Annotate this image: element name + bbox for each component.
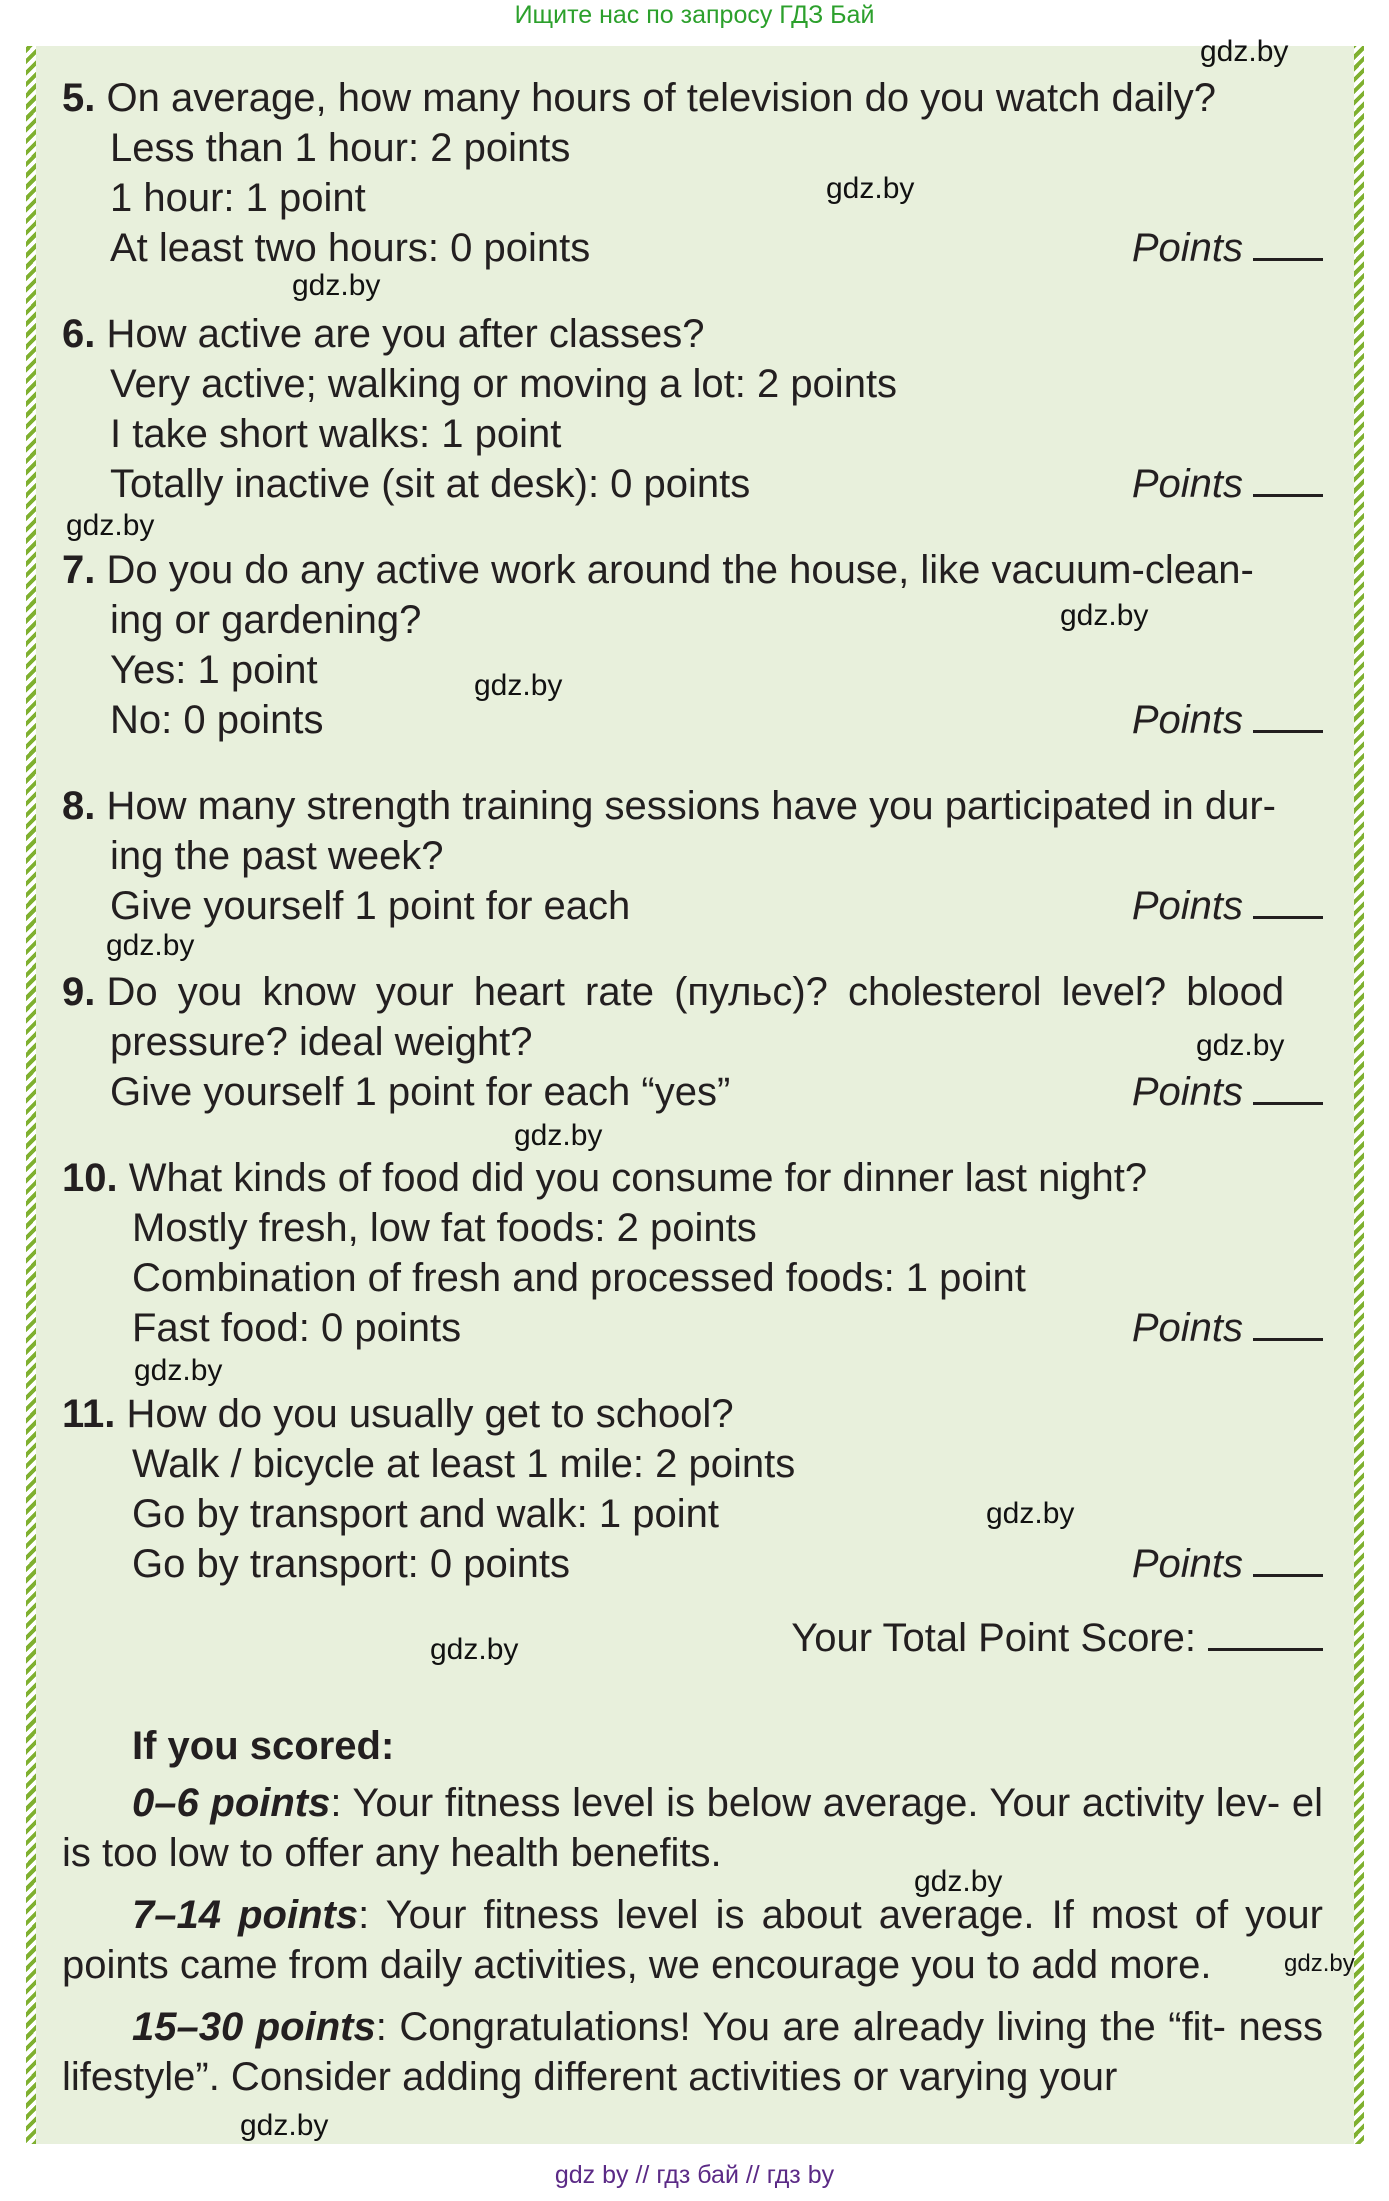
watermark: gdz.by [914,1865,1003,1898]
result-text: : Your fitness level is about average. If most of your points came from daily activities, we encourage you to add more. [62,1893,1323,1987]
option: No: 0 points [110,698,324,742]
question-9 [62,968,1284,1016]
option: Mostly fresh, low fat foods: 2 points [132,1206,757,1250]
points-blank[interactable] [1253,1308,1323,1341]
watermark: gdz.by [292,269,381,302]
watermark: gdz.by [1284,1950,1355,1977]
question-text-cont: pressure? ideal weight? [110,1020,533,1064]
result-text: : Congratulations! You are already living the “fit- ness lifestyle”. Consider adding different activities or varying your [62,2005,1324,2099]
points-label: Points [1131,462,1243,506]
question-8 [62,782,1276,830]
result-range: 7–14 points [132,1893,359,1937]
option: Yes: 1 point [110,648,318,692]
watermark: gdz.by [1196,1029,1285,1062]
question-text: Do you do any active work around the house, like vacuum-clean- [106,548,1254,592]
option: At least two hours: 0 points [110,226,591,270]
option: Combination of fresh and processed foods: 1 point [132,1256,1026,1300]
question-number: 9. [62,970,96,1014]
points-blank[interactable] [1253,1072,1323,1105]
question-number: 7. [62,548,96,592]
question-number: 8. [62,784,96,828]
result-15-30 [62,2002,1323,2102]
result-range: 15–30 points [132,2005,376,2049]
question-11 [62,1390,734,1438]
result-7-14 [62,1890,1323,1990]
result-text: : Your fitness level is below average. Your activity lev- el is too low to offer any health benefits. [62,1781,1323,1875]
points-label: Points [1131,1070,1243,1114]
points-blank[interactable] [1253,1544,1323,1577]
question-7 [62,546,1254,594]
watermark: gdz.by [514,1119,603,1152]
watermark: gdz.by [430,1633,519,1666]
points-label: Points [1131,226,1243,270]
total-blank[interactable] [1208,1618,1323,1651]
option: Go by transport and walk: 1 point [132,1492,719,1536]
points-field[interactable] [1132,224,1323,272]
watermark: gdz.by [826,172,915,205]
points-blank[interactable] [1253,464,1323,497]
total-label: Your Total Point Score: [791,1616,1196,1660]
watermark: gdz.by [66,509,155,542]
points-blank[interactable] [1253,700,1323,733]
question-number: 5. [62,76,96,120]
watermark: gdz.by [986,1497,1075,1530]
watermark: gdz.by [240,2109,329,2142]
question-number: 10. [62,1156,118,1200]
points-label: Points [1131,1306,1243,1350]
question-text: What kinds of food did you consume for dinner last night? [128,1156,1148,1200]
question-text-cont: ing or gardening? [110,598,422,642]
option: Give yourself 1 point for each [110,884,631,928]
option: Give yourself 1 point for each “yes” [110,1070,731,1114]
total-score-field[interactable] [791,1614,1323,1662]
option: Fast food: 0 points [132,1306,462,1350]
points-field[interactable] [1132,460,1323,508]
top-banner[interactable]: Ищите нас по запросу ГДЗ Бай [514,1,875,29]
points-label: Points [1131,698,1243,742]
question-text: How do you usually get to school? [126,1392,734,1436]
question-number: 6. [62,312,96,356]
question-5 [62,74,1216,122]
watermark: gdz.by [1060,599,1149,632]
option: Totally inactive (sit at desk): 0 points [110,462,751,506]
points-field[interactable] [1132,1540,1323,1588]
points-field[interactable] [1132,1304,1323,1352]
points-field[interactable] [1132,696,1323,744]
question-text: How active are you after classes? [106,312,705,356]
question-text-cont: ing the past week? [110,834,444,878]
question-text: How many strength training sessions have you participated in dur- [106,784,1276,828]
question-text: Do you know your heart rate (пульс)? cholesterol level? blood [106,970,1285,1014]
points-field[interactable] [1132,882,1323,930]
result-0-6 [62,1778,1323,1878]
points-label: Points [1131,1542,1243,1586]
question-text: On average, how many hours of television do you watch daily? [106,76,1216,120]
footer-links[interactable]: gdz by // гдз бай // гдз by [554,2161,835,2189]
points-blank[interactable] [1253,228,1323,261]
watermark: gdz.by [134,1354,223,1387]
question-10 [62,1154,1147,1202]
points-label: Points [1131,884,1243,928]
question-number: 11. [62,1392,116,1436]
question-6 [62,310,705,358]
points-field[interactable] [1132,1068,1323,1116]
option: Very active; walking or moving a lot: 2 points [110,362,898,406]
scored-heading: If you scored: [132,1724,395,1768]
option: Go by transport: 0 points [132,1542,571,1586]
option: Less than 1 hour: 2 points [110,126,571,170]
option: Walk / bicycle at least 1 mile: 2 points [132,1442,796,1486]
result-range: 0–6 points [132,1781,331,1825]
option: I take short walks: 1 point [110,412,562,456]
watermark: gdz.by [106,929,195,962]
watermark: gdz.by [1200,35,1289,68]
option: 1 hour: 1 point [110,176,366,220]
watermark: gdz.by [474,669,563,702]
points-blank[interactable] [1253,886,1323,919]
